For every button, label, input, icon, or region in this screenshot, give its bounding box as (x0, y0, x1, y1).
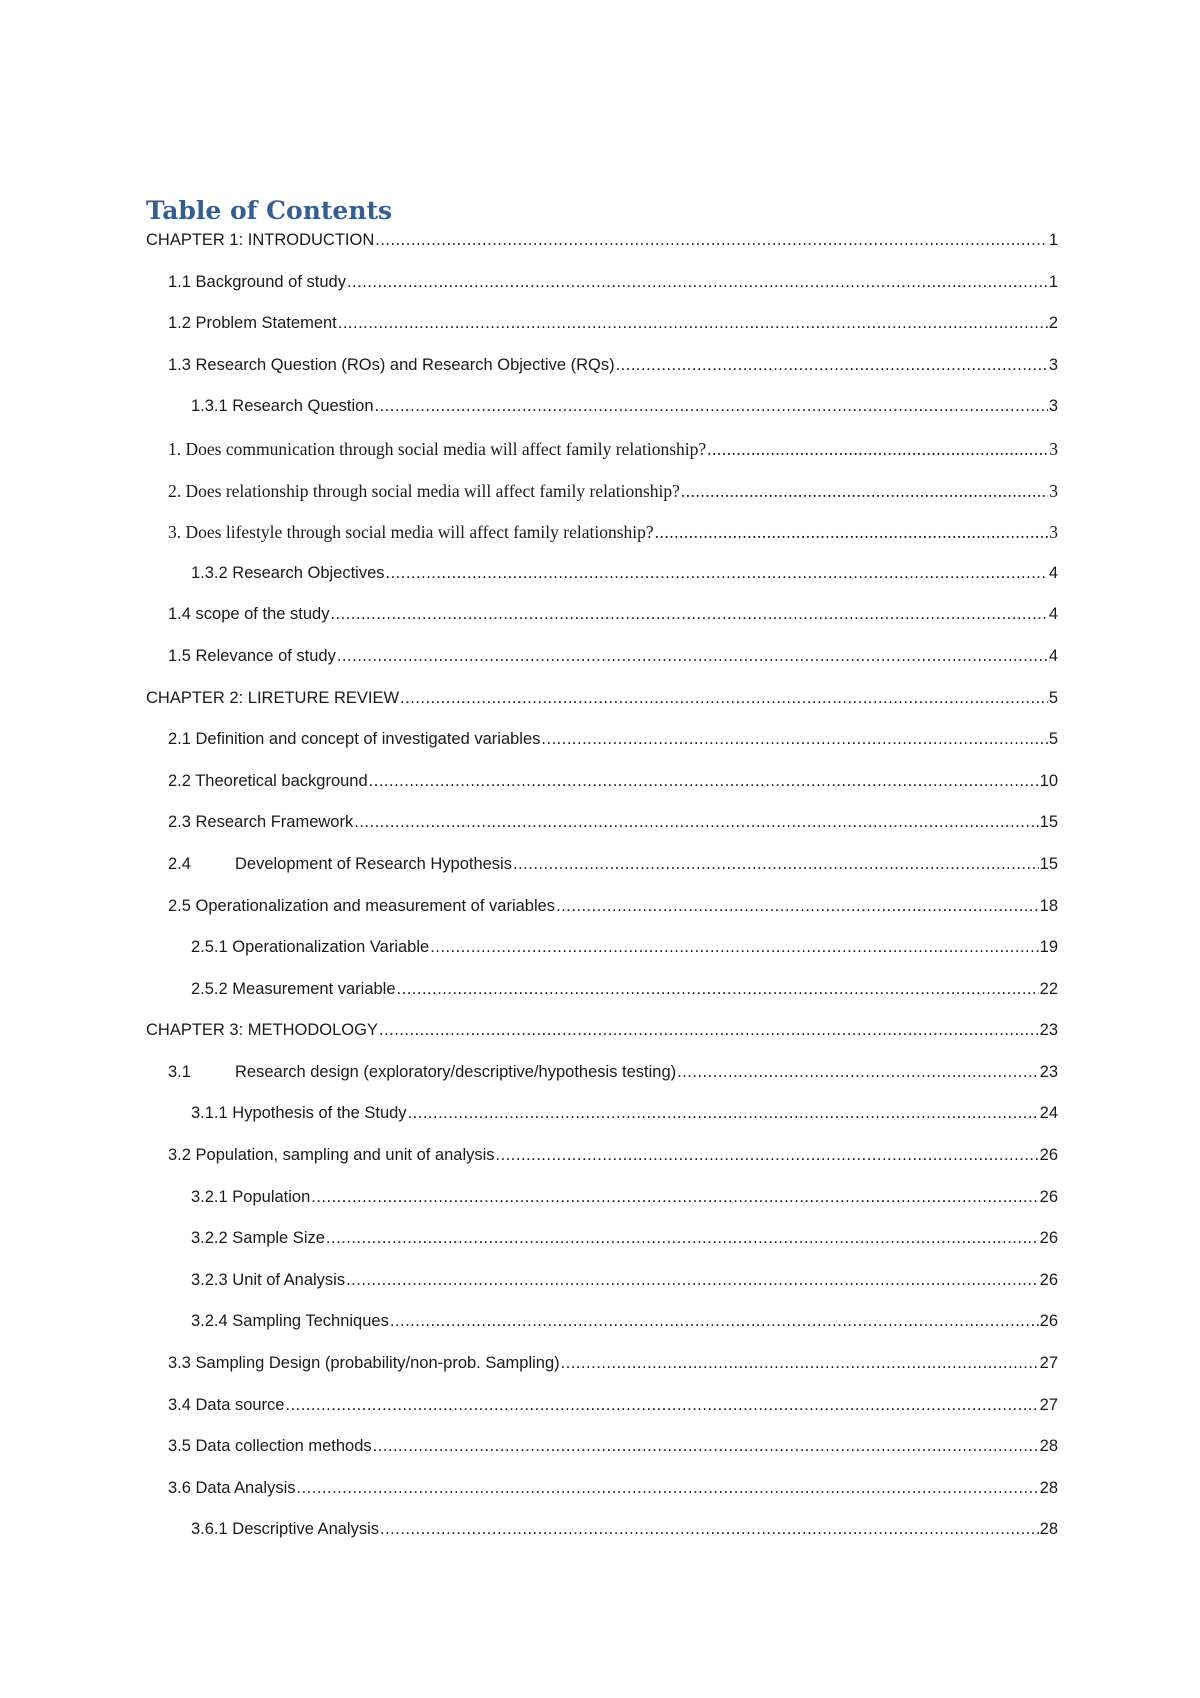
dot-leader (326, 1229, 1039, 1248)
toc-entry-text: 3.2.1 Population (191, 1187, 311, 1206)
toc-entry[interactable] (146, 855, 1058, 897)
toc-entry-text: 2.2 Theoretical background (168, 771, 368, 790)
dot-leader (375, 397, 1048, 416)
toc-entry-page-number: 3 (1048, 355, 1058, 374)
toc-entry-number: 2.4 (168, 854, 191, 873)
dot-leader (655, 522, 1049, 543)
toc-entry[interactable] (146, 980, 1058, 1022)
toc-entry-text: Research design (exploratory/descriptive/hypothesis testing) (235, 1062, 677, 1081)
toc-entry-page-number: 23 (1039, 1062, 1058, 1081)
toc-entry-page-number: 23 (1039, 1021, 1058, 1040)
toc-entry-page-number: 4 (1048, 646, 1058, 665)
dot-leader (369, 772, 1039, 791)
toc-entry-page-number: 3 (1049, 438, 1058, 459)
toc-entry-page-number: 28 (1039, 1437, 1058, 1456)
toc-entry-text: 3.3 Sampling Design (probability/non-prob. Sampling) (168, 1354, 560, 1373)
toc-entry[interactable] (146, 897, 1058, 939)
toc-entry-page-number: 26 (1039, 1312, 1058, 1331)
toc-entry-page-number: 5 (1048, 730, 1058, 749)
dot-leader (681, 481, 1048, 502)
dot-leader (390, 1312, 1039, 1331)
toc-entry[interactable] (146, 938, 1058, 980)
toc-entry[interactable] (146, 1229, 1058, 1271)
dot-leader (337, 647, 1048, 666)
toc-entry[interactable] (146, 1312, 1058, 1354)
dot-leader (707, 439, 1048, 460)
toc-entry-page-number: 5 (1048, 688, 1058, 707)
toc-entry-page-number: 26 (1039, 1187, 1058, 1206)
toc-entry-page-number: 26 (1039, 1270, 1058, 1289)
toc-entry-page-number: 26 (1039, 1146, 1058, 1165)
toc-entry-text: 1.3.1 Research Question (191, 397, 374, 416)
toc-entry[interactable] (146, 481, 1058, 523)
toc-entry-text: CHAPTER 3: METHODOLOGY (146, 1021, 378, 1040)
toc-entry-page-number: 1 (1048, 231, 1058, 249)
toc-entry-text: 2.5.1 Operationalization Variable (191, 938, 430, 957)
toc-entry-page-number: 22 (1039, 979, 1058, 998)
toc-entry-text: 2.5.2 Measurement variable (191, 979, 396, 998)
toc-entry[interactable] (146, 273, 1058, 315)
toc-entry-page-number: 3 (1049, 480, 1058, 501)
toc-entry-text: 1.2 Problem Statement (168, 314, 337, 333)
toc-entry-page-number: 2 (1048, 314, 1058, 333)
toc-entry[interactable] (146, 1188, 1058, 1230)
toc-entry-page-number: 19 (1039, 938, 1058, 957)
toc-entry[interactable] (146, 1354, 1058, 1396)
dot-leader (430, 938, 1038, 957)
toc-entry[interactable] (146, 1146, 1058, 1188)
toc-entry-page-number: 27 (1039, 1395, 1058, 1414)
toc-entry[interactable] (146, 813, 1058, 855)
toc-entry-text: 2.5 Operationalization and measurement of variables (168, 896, 556, 915)
toc-entry[interactable] (146, 1104, 1058, 1146)
dot-leader (330, 605, 1047, 624)
toc-entry[interactable] (146, 356, 1058, 398)
dot-leader (616, 356, 1048, 375)
dot-leader (380, 1520, 1039, 1539)
toc-entry-page-number: 26 (1039, 1229, 1058, 1248)
toc-entry[interactable] (146, 1063, 1058, 1105)
toc-entry-text: CHAPTER 1: INTRODUCTION (146, 231, 375, 249)
toc-entry-text: 3.2 Population, sampling and unit of analysis (168, 1146, 495, 1165)
toc-entry-page-number: 3 (1049, 522, 1058, 543)
toc-entry-page-number: 24 (1039, 1104, 1058, 1123)
toc-entry-text: 3. Does lifestyle through social media will affect family relationship? (168, 522, 654, 543)
toc-list (146, 231, 1058, 1562)
dot-leader (379, 1021, 1039, 1040)
dot-leader (285, 1396, 1038, 1415)
toc-entry-text: 2.3 Research Framework (168, 813, 354, 832)
toc-entry[interactable] (146, 1437, 1058, 1479)
dot-leader (397, 980, 1039, 999)
toc-entry[interactable] (146, 1271, 1058, 1313)
toc-entry-text: 3.4 Data source (168, 1395, 285, 1414)
dot-leader (561, 1354, 1039, 1373)
toc-entry[interactable] (146, 1396, 1058, 1438)
toc-entry-text: 3.5 Data collection methods (168, 1437, 372, 1456)
dot-leader (677, 1063, 1039, 1082)
toc-entry-text: 1. Does communication through social media will affect family relationship? (168, 438, 707, 459)
toc-entry-number: 3.1 (168, 1062, 191, 1081)
toc-entry[interactable] (146, 605, 1058, 647)
dot-leader (496, 1146, 1039, 1165)
toc-entry-page-number: 15 (1039, 813, 1058, 832)
toc-entry-page-number: 28 (1039, 1520, 1058, 1539)
toc-entry-text: CHAPTER 2: LIRETURE REVIEW (146, 688, 400, 707)
toc-entry[interactable] (146, 314, 1058, 356)
dot-leader (373, 1437, 1039, 1456)
dot-leader (311, 1188, 1038, 1207)
toc-entry[interactable] (146, 1021, 1058, 1063)
dot-leader (346, 1271, 1039, 1290)
toc-entry[interactable] (146, 522, 1058, 564)
toc-entry-text: 1.5 Relevance of study (168, 646, 336, 665)
toc-entry-text: 3.2.2 Sample Size (191, 1229, 325, 1248)
toc-entry[interactable] (146, 439, 1058, 481)
toc-entry-page-number: 4 (1048, 563, 1058, 582)
toc-entry-page-number: 4 (1048, 605, 1058, 624)
toc-entry-text: 3.6.1 Descriptive Analysis (191, 1520, 380, 1539)
toc-entry-text: 3.6 Data Analysis (168, 1478, 296, 1497)
toc-entry-text: 3.1.1 Hypothesis of the Study (191, 1104, 407, 1123)
toc-entry[interactable] (146, 1479, 1058, 1521)
dot-leader (375, 231, 1048, 250)
toc-entry-text: 1.3 Research Question (ROs) and Research Objective (RQs) (168, 355, 615, 374)
dot-leader (386, 564, 1048, 583)
toc-entry[interactable] (146, 397, 1058, 439)
toc-entry-page-number: 15 (1039, 854, 1058, 873)
dot-leader (513, 855, 1039, 874)
toc-entry-page-number: 27 (1039, 1354, 1058, 1373)
toc-entry[interactable] (146, 1520, 1058, 1562)
toc-entry[interactable] (146, 730, 1058, 772)
toc-entry-page-number: 10 (1039, 771, 1058, 790)
toc-entry[interactable] (146, 647, 1058, 689)
toc-entry[interactable] (146, 231, 1058, 273)
toc-entry-text: Development of Research Hypothesis (235, 854, 512, 873)
dot-leader (408, 1104, 1039, 1123)
dot-leader (347, 273, 1048, 292)
dot-leader (354, 813, 1038, 832)
toc-title: Table of Contents (146, 196, 393, 225)
toc-entry-text: 1.1 Background of study (168, 272, 346, 291)
dot-leader (556, 897, 1039, 916)
dot-leader (338, 314, 1048, 333)
toc-entry[interactable] (146, 689, 1058, 731)
dot-leader (400, 689, 1048, 708)
toc-entry-text: 3.2.4 Sampling Techniques (191, 1312, 389, 1331)
toc-entry-page-number: 3 (1048, 397, 1058, 416)
toc-entry-page-number: 28 (1039, 1478, 1058, 1497)
toc-entry-text: 3.2.3 Unit of Analysis (191, 1270, 346, 1289)
toc-entry-text: 2.1 Definition and concept of investigated variables (168, 730, 541, 749)
toc-entry-text: 1.3.2 Research Objectives (191, 563, 385, 582)
toc-entry-text: 1.4 scope of the study (168, 605, 330, 624)
toc-entry[interactable] (146, 564, 1058, 606)
toc-entry[interactable] (146, 772, 1058, 814)
toc-entry-page-number: 18 (1039, 896, 1058, 915)
dot-leader (297, 1479, 1039, 1498)
dot-leader (541, 730, 1047, 749)
toc-entry-text: 2. Does relationship through social media will affect family relationship? (168, 480, 680, 501)
toc-entry-page-number: 1 (1048, 272, 1058, 291)
